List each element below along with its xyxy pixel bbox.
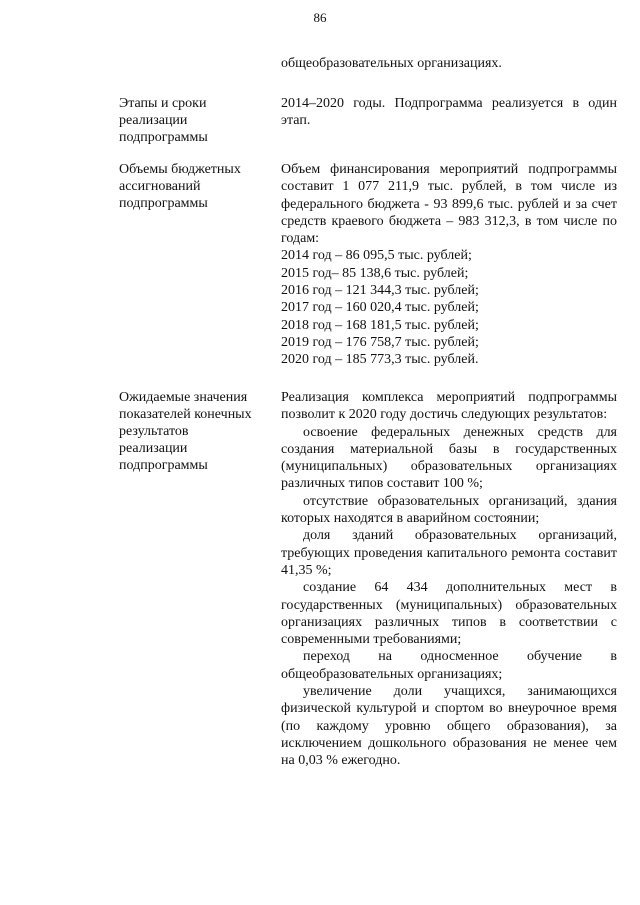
- results-item: освоение федеральных денежных средств для создания материальной базы в государственных (муниципальных) образовательных организациях различных типов составит 100 %;: [281, 424, 617, 492]
- continuation-text: [281, 55, 617, 72]
- results-item: доля зданий образовательных организаций, требующих проведения капитального ремонта составит 41,35 %;: [281, 528, 617, 578]
- results-item: переход на односменное обучение в общеобразовательных организациях;: [281, 649, 617, 682]
- budget-label-line: Объемы бюджетных: [119, 162, 241, 177]
- results-label: [119, 389, 269, 474]
- budget-label-line: ассигнований: [119, 179, 201, 194]
- results-item: создание 64 434 дополнительных мест в государственных (муниципальных) образовательных организациях различных типов в соответствии с современными требованиями;: [281, 580, 617, 648]
- stages-label-line: Этапы и сроки: [119, 96, 207, 111]
- results-intro: Реализация комплекса мероприятий подпрограммы позволит к 2020 году достичь следующих результатов:: [281, 390, 617, 423]
- continuation-line: общеобразовательных организациях.: [281, 56, 502, 71]
- results-label-line: подпрограммы: [119, 458, 208, 473]
- budget-year-line: 2015 год– 85 138,6 тыс. рублей;: [281, 265, 469, 281]
- stages-label-line: подпрограммы: [119, 130, 208, 145]
- budget-year-line: 2017 год – 160 020,4 тыс. рублей;: [281, 300, 479, 316]
- budget-label-line: подпрограммы: [119, 196, 208, 211]
- budget-intro: Объем финансирования мероприятий подпрограммы составит 1 077 211,9 тыс. рублей, в том числе из федерального бюджета - 93 899,6 тыс. рублей и за счет средств краевого бюджета – 983 312,3, в том числе по годам:: [281, 162, 617, 247]
- results-item: увеличение доли учащихся, занимающихся физической культурой и спортом во внеурочное время (по каждому уровню общего образования), за исключением дошкольного образования не менее чем на 0,03 % ежегодно.: [281, 684, 617, 769]
- budget-year-line: 2014 год – 86 095,5 тыс. рублей;: [281, 248, 472, 264]
- page-number: 86: [313, 10, 327, 25]
- results-label-line: Ожидаемые значения: [119, 390, 248, 405]
- budget-year-line: 2019 год – 176 758,7 тыс. рублей;: [281, 334, 479, 350]
- results-label-line: результатов: [119, 424, 189, 439]
- stages-label-line: реализации: [119, 113, 188, 128]
- budget-text: [281, 161, 617, 369]
- results-label-line: показателей конечных: [119, 407, 252, 422]
- budget-year-line: 2020 год – 185 773,3 тыс. рублей.: [281, 352, 479, 368]
- budget-year-line: 2016 год – 121 344,3 тыс. рублей;: [281, 283, 479, 299]
- results-item: отсутствие образовательных организаций, здания которых находятся в аварийном состоянии;: [281, 493, 617, 527]
- stages-text: [281, 95, 617, 130]
- budget-year-line: 2018 год – 168 181,5 тыс. рублей;: [281, 317, 479, 333]
- stages-paragraph: 2014–2020 годы. Подпрограмма реализуется в один этап.: [281, 96, 617, 129]
- results-label-line: реализации: [119, 441, 188, 456]
- stages-label: [119, 95, 269, 146]
- results-text: [281, 389, 617, 770]
- budget-label: [119, 161, 269, 212]
